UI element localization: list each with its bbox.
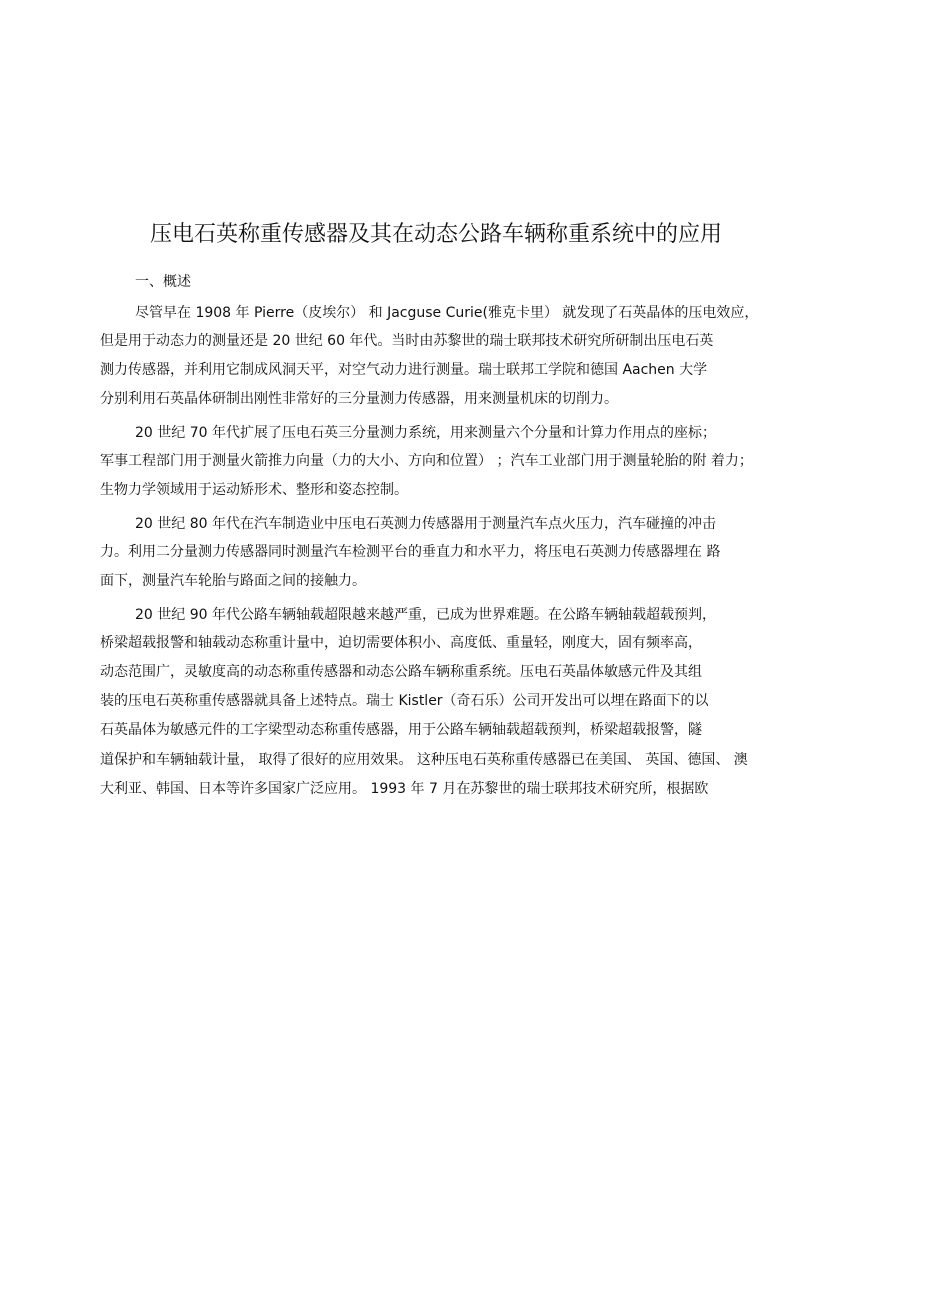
paragraph-line: 道保护和车辆轴载计量， 取得了很好的应用效果。 这种压电石英称重传感器已在美国、 英国、德国、 澳 <box>100 752 748 768</box>
paragraph-line: 装的压电石英称重传感器就具备上述特点。瑞士 Kistler（奇石乐）公司开发出可以埋在路面下的以 <box>100 693 709 709</box>
paragraph-line: 20 世纪 70 年代扩展了压电石英三分量测力系统，用来测量六个分量和计算力作用点的座标； <box>135 425 716 441</box>
paragraph-line: 测力传感器，并利用它制成风洞天平，对空气动力进行测量。瑞士联邦工学院和德国 Aachen 大学 <box>100 362 708 378</box>
paragraph-line: 尽管早在 1908 年 Pierre（皮埃尔） 和 Jacguse Curie(雅克卡里） 就发现了石英晶体的压电效应， <box>135 305 759 321</box>
paragraph-line: 20 世纪 80 年代在汽车制造业中压电石英测力传感器用于测量汽车点火压力，汽车碰撞的冲击 <box>135 516 716 532</box>
page-title: 压电石英称重传感器及其在动态公路车辆称重系统中的应用 <box>150 222 723 247</box>
paragraph-line: 石英晶体为敏感元件的工字梁型动态称重传感器，用于公路车辆轴载超载预判，桥梁超载报警，隧 <box>100 722 702 738</box>
paragraph-line: 力。利用二分量测力传感器同时测量汽车检测平台的垂直力和水平力，将压电石英测力传感器埋在 路 <box>100 544 721 560</box>
paragraph-line: 生物力学领域用于运动矫形术、整形和姿态控制。 <box>100 482 408 498</box>
paragraph-line: 大利亚、韩国、日本等许多国家广泛应用。 1993 年 7 月在苏黎世的瑞士联邦技术研究所，根据欧 <box>100 781 709 797</box>
paragraph-line: 分别利用石英晶体研制出刚性非常好的三分量测力传感器，用来测量机床的切削力。 <box>100 391 618 407</box>
paragraph-line: 面下，测量汽车轮胎与路面之间的接触力。 <box>100 573 366 589</box>
section-heading: 一、概述 <box>135 274 191 290</box>
paragraph-line: 军事工程部门用于测量火箭推力向量（力的大小、方向和位置） ；汽车工业部门用于测量轮胎的附 着力； <box>100 453 753 469</box>
paragraph-line: 但是用于动态力的测量还是 20 世纪 60 年代。当时由苏黎世的瑞士联邦技术研究所研制出压电石英 <box>100 333 714 349</box>
paragraph-line: 20 世纪 90 年代公路车辆轴载超限越来越严重，已成为世界难题。在公路车辆轴载超载预判， <box>135 607 716 623</box>
paragraph-line: 动态范围广，灵敏度高的动态称重传感器和动态公路车辆称重系统。压电石英晶体敏感元件及其组 <box>100 664 702 680</box>
paragraph-line: 桥梁超载报警和轴载动态称重计量中，迫切需要体积小、高度低、重量轻，刚度大，固有频率高， <box>100 635 702 651</box>
